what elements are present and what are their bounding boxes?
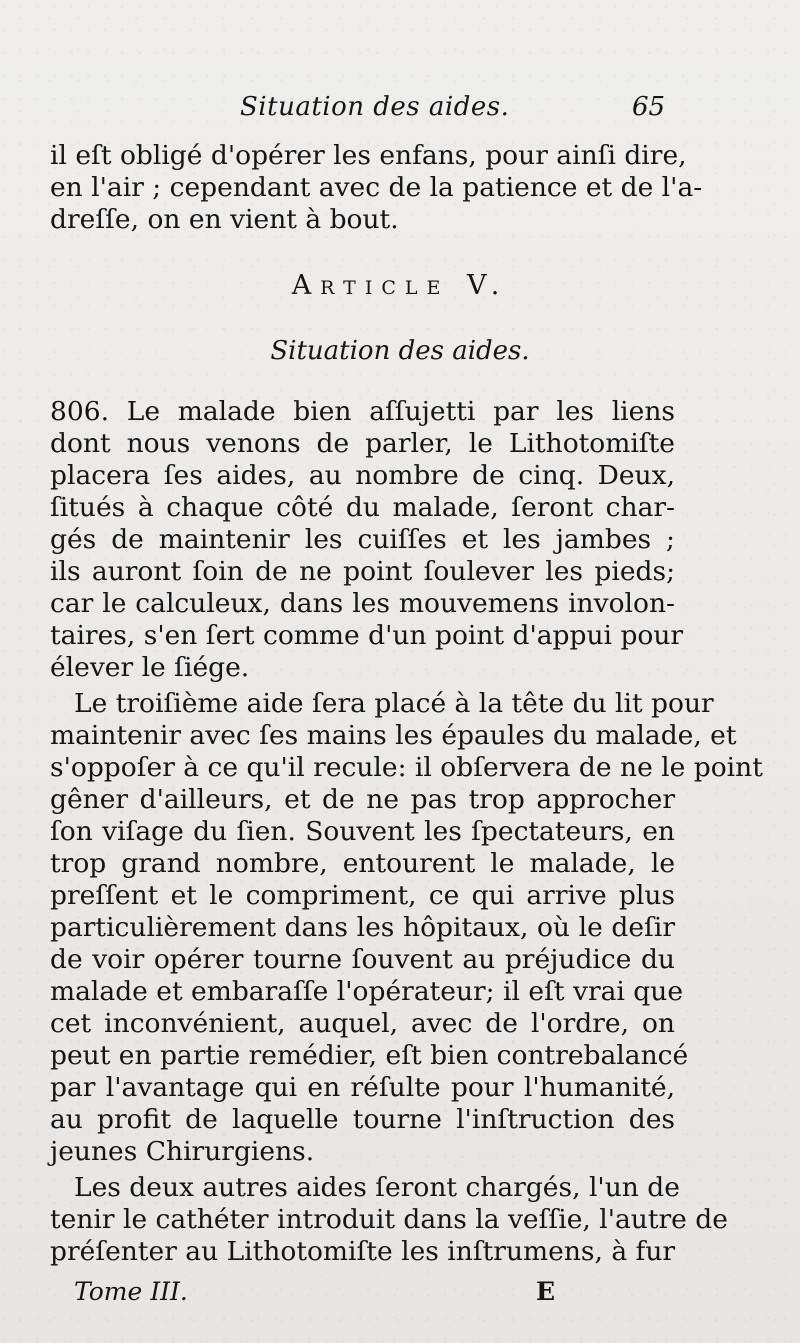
paragraph-third-line: trop grand nombre, entourent le malade, le [50, 848, 675, 879]
paragraph-806-line: gés de maintenir les cuiſſes et les jambes ; [50, 524, 675, 555]
paragraph-third-line: ſon viſage du ſien. Souvent les ſpectateurs, en [50, 816, 675, 847]
text-line: en l'air ; cependant avec de la patience et de l'a- [50, 172, 703, 203]
section-title: Situation des aides. [270, 336, 530, 366]
page-header [0, 92, 800, 132]
paragraph-806-line: dont nous venons de parler, le Lithotomiſte [50, 428, 675, 459]
paragraph-third-line: jeunes Chirurgiens. [50, 1136, 315, 1167]
paragraph-806-line: ils auront ſoin de ne point ſoulever les pieds; [50, 556, 675, 587]
paragraph-last-line: préſenter au Lithotomiſte les inſtrumens, à fur [50, 1236, 676, 1267]
paragraph-third-line: preſſent et le compriment, ce qui arrive plus [50, 880, 675, 911]
paragraph-third-line: maintenir avec ſes mains les épaules du malade, et [50, 720, 737, 751]
paragraph-806-line: élever le ſiége. [50, 652, 250, 683]
paragraph-806-line: 806. Le malade bien aſſujetti par les liens [50, 396, 675, 427]
paragraph-last-line: tenir le cathéter introduit dans la veſſie, l'autre de [50, 1204, 728, 1235]
paragraph-806-line: taires, s'en ſert comme d'un point d'appui pour [50, 620, 684, 651]
paragraph-806-line: placera ſes aides, au nombre de cinq. Deux, [50, 460, 675, 491]
paragraph-806-line: ſitués à chaque côté du malade, ſeront char- [50, 492, 675, 523]
paragraph-third-line: particulièrement dans les hôpitaux, où le deſir [50, 912, 675, 943]
paragraph-last-line: Les deux autres aides ſeront chargés, l'un de [74, 1172, 680, 1203]
tome-label: Tome III. [74, 1277, 188, 1306]
page-footer [0, 1277, 800, 1313]
paragraph-third-line: malade et embaraſſe l'opérateur; il eſt vrai que [50, 976, 684, 1007]
text-line: dreſſe, on en vient à bout. [50, 204, 399, 235]
running-title: Situation des aides. [240, 92, 510, 122]
paragraph-third-line: peut en partie remédier, eſt bien contrebalancé [50, 1040, 689, 1071]
paragraph-third-line: gêner d'ailleurs, et de ne pas trop approcher [50, 784, 675, 815]
article-heading: Article V. [291, 270, 509, 301]
paragraph-third-line: par l'avantage qui en réſulte pour l'humanité, [50, 1072, 675, 1103]
page-number: 65 [632, 92, 666, 122]
text-line: il eſt obligé d'opérer les enfans, pour ainſi dire, [50, 140, 687, 171]
paragraph-third-line: cet inconvénient, auquel, avec de l'ordre, on [50, 1008, 675, 1039]
paragraph-third-line: Le troiſième aide ſera placé à la tête du lit pour [74, 688, 714, 719]
paragraph-third-line: de voir opérer tourne ſouvent au préjudice du [50, 944, 675, 975]
signature-mark: E [536, 1277, 556, 1306]
paragraph-third-line: au profit de laquelle tourne l'inſtruction des [50, 1104, 675, 1135]
paragraph-third-line: s'oppoſer à ce qu'il recule: il obſervera de ne le point [50, 752, 763, 783]
paragraph-806-line: car le calculeux, dans les mouvemens involon- [50, 588, 675, 619]
